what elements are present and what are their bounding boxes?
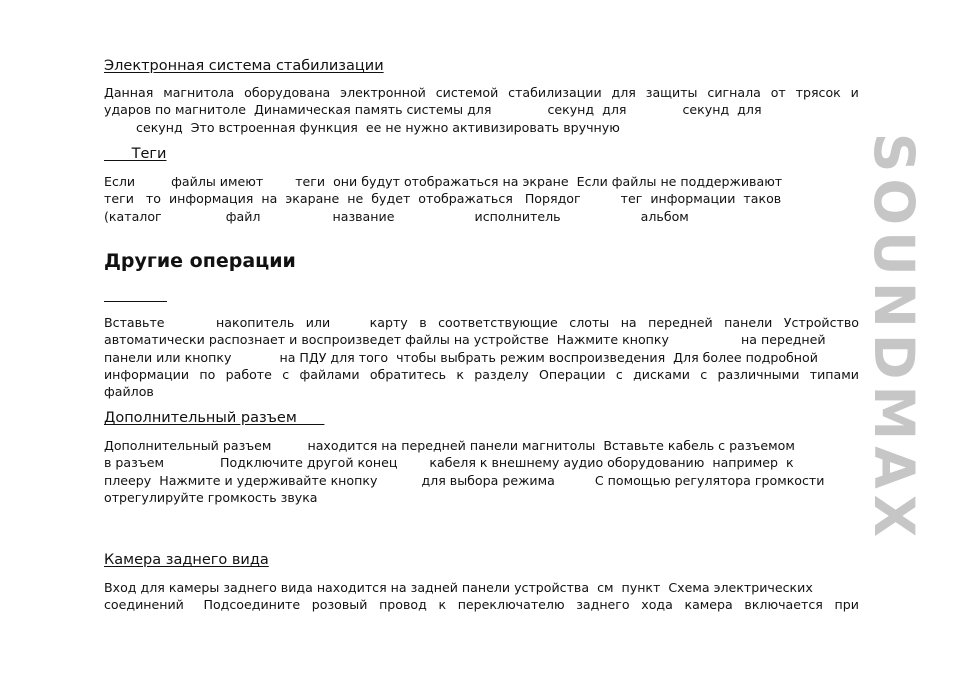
text-line: файлов: [104, 384, 154, 400]
heading-stabilization: Электронная система стабилизации: [104, 58, 384, 74]
word: розовый: [311, 597, 368, 613]
word: Операции: [538, 366, 606, 382]
word: карту: [341, 315, 408, 330]
word: панели: [724, 315, 773, 330]
word: дисками: [633, 366, 690, 382]
word: переключателю: [457, 597, 565, 613]
word: разделу: [474, 366, 529, 382]
word: информации: [104, 366, 190, 382]
word: по: [199, 366, 216, 382]
word: от: [770, 85, 786, 100]
text-line: автоматически распознает и воспроизведет файлы на устройстве Нажмите кнопку на передней: [104, 332, 826, 348]
just-line: [104, 314, 859, 331]
word: с: [615, 366, 623, 382]
heading-underline-rule: [104, 301, 167, 302]
text-line: Дополнительный разъем находится на передней панели магнитолы Вставьте кабель с разъемом: [104, 438, 795, 453]
word: провод: [379, 597, 427, 613]
word: при: [834, 597, 859, 613]
word: Подсоедините: [195, 597, 301, 613]
word: типами: [809, 366, 859, 382]
paragraph-tags: [104, 173, 859, 225]
word: и: [850, 85, 859, 100]
word: в: [419, 315, 427, 330]
word: передней: [648, 315, 713, 330]
word: защиты: [645, 85, 698, 100]
text-line: ударов по магнитоле Динамическая память системы для секунд для секунд для: [104, 102, 762, 118]
word: работе: [225, 366, 272, 382]
word: различными: [717, 366, 800, 382]
text-line: панели или кнопку на ПДУ для того чтобы выбрать режим воспроизведения Для более подробной: [104, 349, 818, 365]
heading-camera: Камера заднего вида: [104, 552, 269, 568]
page-title: Другие операции: [104, 250, 296, 272]
word: для: [611, 85, 636, 100]
word: или: [305, 315, 331, 330]
word: соответствующие: [438, 315, 558, 330]
just-line: [104, 596, 859, 613]
text-line: плееру Нажмите и удерживайте кнопку для выбора режима С помощью регулятора громкости: [104, 472, 825, 488]
paragraph-stabilization: [104, 84, 859, 136]
word: с: [700, 366, 708, 382]
word: Вставьте: [104, 315, 165, 330]
soundmax-logo: [862, 48, 927, 628]
word: обратитесь: [369, 366, 447, 382]
word: сигнала: [707, 85, 761, 100]
text-line: Если файлы имеют теги они будут отображаться на экране Если файлы не поддерживают: [104, 174, 783, 189]
word: накопитель: [176, 315, 295, 330]
word: магнитола: [163, 85, 235, 100]
word: к: [438, 597, 447, 613]
word: системой: [435, 85, 499, 100]
text-line: теги то информация на экаране не будет отображаться Порядог тег информации таков: [104, 191, 782, 207]
logo-text: SOUNDMAX: [862, 132, 927, 544]
word: электронной: [340, 85, 426, 100]
paragraph-aux: [104, 437, 859, 506]
word: включается: [744, 597, 823, 613]
text-line: секунд Это встроенная функция ее не нужно активизировать вручную: [104, 119, 620, 135]
heading-tags: Теги: [104, 146, 167, 162]
word: хода: [641, 597, 673, 613]
paragraph-camera: [104, 579, 859, 614]
word: оборудована: [244, 85, 331, 100]
text-line: в разъем Подключите другой конец кабеля к внешнему аудио оборудованию например к: [104, 455, 794, 471]
text-line: (каталог файл название исполнитель альбом: [104, 208, 689, 224]
just-line: [104, 84, 859, 101]
word: трясок: [795, 85, 841, 100]
just-line: [104, 366, 859, 383]
word: с: [282, 366, 290, 382]
text-line: отрегулируйте громкость звука: [104, 489, 318, 505]
word: Данная: [104, 85, 154, 100]
word: Устройство: [783, 315, 859, 330]
word: на: [620, 315, 637, 330]
word: стабилизации: [508, 85, 602, 100]
word: заднего: [576, 597, 630, 613]
text-line: Вход для камеры заднего вида находится на задней панели устройства см пункт Схема электрических: [104, 580, 813, 595]
word: камера: [684, 597, 733, 613]
heading-aux: Дополнительный разъем: [104, 410, 325, 426]
word: к: [456, 366, 464, 382]
word: соединений: [104, 597, 184, 613]
word: файлами: [299, 366, 360, 382]
paragraph-usb: [104, 314, 859, 400]
word: слоты: [569, 315, 610, 330]
